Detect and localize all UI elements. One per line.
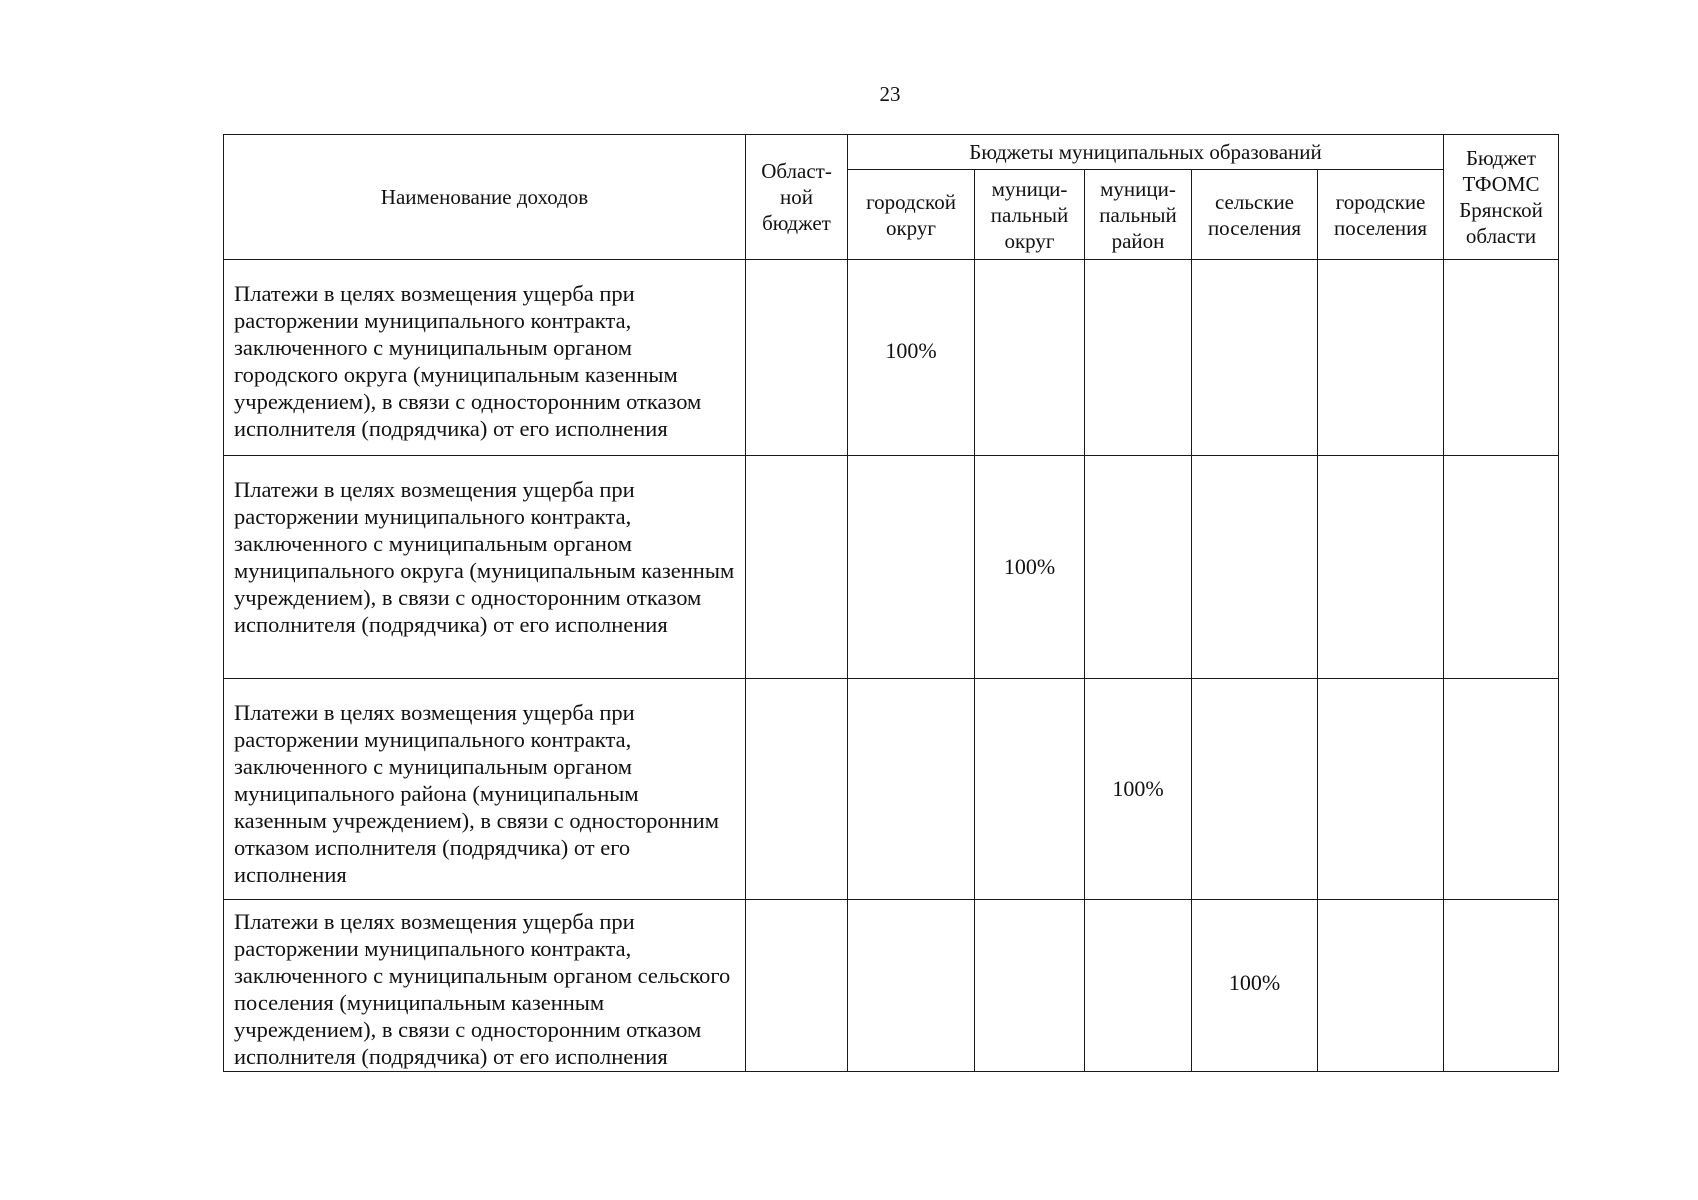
rural-settlements-cell	[1192, 456, 1318, 679]
header-municipal-raion-label: муници- пальный район	[1099, 176, 1177, 253]
revenue-name-cell: Платежи в целях возмещения ущерба при расторжении муниципального контракта, заключенного с муниципальным органом муниципального округа (муниципальным казенным учреждением), в связи с односторонним отказом исполнителя (подрядчика) от его исполнения	[224, 456, 746, 679]
revenue-name-cell: Платежи в целях возмещения ущерба при расторжении муниципального контракта, заключенного с муниципальным органом сельского поселения (муниципальным казенным учреждением), в связи с односторонним отказом исполнителя (подрядчика) от его исполнения	[224, 900, 746, 1072]
urban-settlements-cell	[1318, 679, 1444, 900]
page-number: 23	[879, 82, 901, 106]
municipal-raion-cell	[1085, 456, 1192, 679]
municipal-district-cell: 100%	[975, 456, 1085, 679]
header-tfoms-budget-label: Бюджет ТФОМС Брянской области	[1459, 146, 1543, 248]
header-municipal-district	[975, 170, 1085, 260]
revenue-name-cell: Платежи в целях возмещения ущерба при расторжении муниципального контракта, заключенного с муниципальным органом муниципального района (муниципальным казенным учреждением), в связи с односторонним отказом исполнителя (подрядчика) от его исполнения	[224, 679, 746, 900]
header-municipal-budgets	[848, 135, 1444, 170]
regional-budget-cell	[746, 260, 848, 456]
header-urban-settlements-label: городские поселения	[1333, 189, 1428, 240]
header-regional-budget	[746, 135, 848, 260]
header-rural-settlements	[1192, 170, 1318, 260]
city-district-cell: 100%	[848, 260, 975, 456]
municipal-raion-cell	[1085, 900, 1192, 1072]
tfoms-budget-cell	[1444, 260, 1559, 456]
tfoms-budget-cell	[1444, 456, 1559, 679]
header-regional-budget-label: Област- ной бюджет	[761, 159, 832, 235]
urban-settlements-cell	[1318, 456, 1444, 679]
header-tfoms-budget	[1444, 135, 1559, 260]
municipal-district-cell	[975, 260, 1085, 456]
header-city-district	[848, 170, 975, 260]
urban-settlements-cell	[1318, 260, 1444, 456]
header-municipal-district-label: муници- пальный округ	[990, 176, 1069, 253]
municipal-district-cell	[975, 900, 1085, 1072]
header-urban-settlements	[1318, 170, 1444, 260]
municipal-raion-cell: 100%	[1085, 679, 1192, 900]
table-row	[224, 900, 1559, 1072]
header-city-district-label: городской округ	[866, 189, 956, 240]
revenue-name-cell: Платежи в целях возмещения ущерба при расторжении муниципального контракта, заключенного с муниципальным органом городского округа (муниципальным казенным учреждением), в связи с односторонним отказом исполнителя (подрядчика) от его исполнения	[224, 260, 746, 456]
header-revenue-name-label: Наименование доходов	[380, 185, 589, 209]
regional-budget-cell	[746, 456, 848, 679]
rural-settlements-cell: 100%	[1192, 900, 1318, 1072]
revenue-distribution-table	[223, 134, 1559, 1072]
city-district-cell	[848, 679, 975, 900]
header-municipal-raion	[1085, 170, 1192, 260]
municipal-district-cell	[975, 679, 1085, 900]
header-revenue-name	[224, 135, 746, 260]
table-row	[224, 679, 1559, 900]
regional-budget-cell	[746, 679, 848, 900]
regional-budget-cell	[746, 900, 848, 1072]
municipal-raion-cell	[1085, 260, 1192, 456]
tfoms-budget-cell	[1444, 679, 1559, 900]
table-row	[224, 456, 1559, 679]
table-row	[224, 260, 1559, 456]
rural-settlements-cell	[1192, 260, 1318, 456]
header-municipal-budgets-label: Бюджеты муниципальных образований	[969, 140, 1322, 164]
urban-settlements-cell	[1318, 900, 1444, 1072]
rural-settlements-cell	[1192, 679, 1318, 900]
header-rural-settlements-label: сельские поселения	[1207, 189, 1302, 240]
city-district-cell	[848, 456, 975, 679]
tfoms-budget-cell	[1444, 900, 1559, 1072]
city-district-cell	[848, 900, 975, 1072]
